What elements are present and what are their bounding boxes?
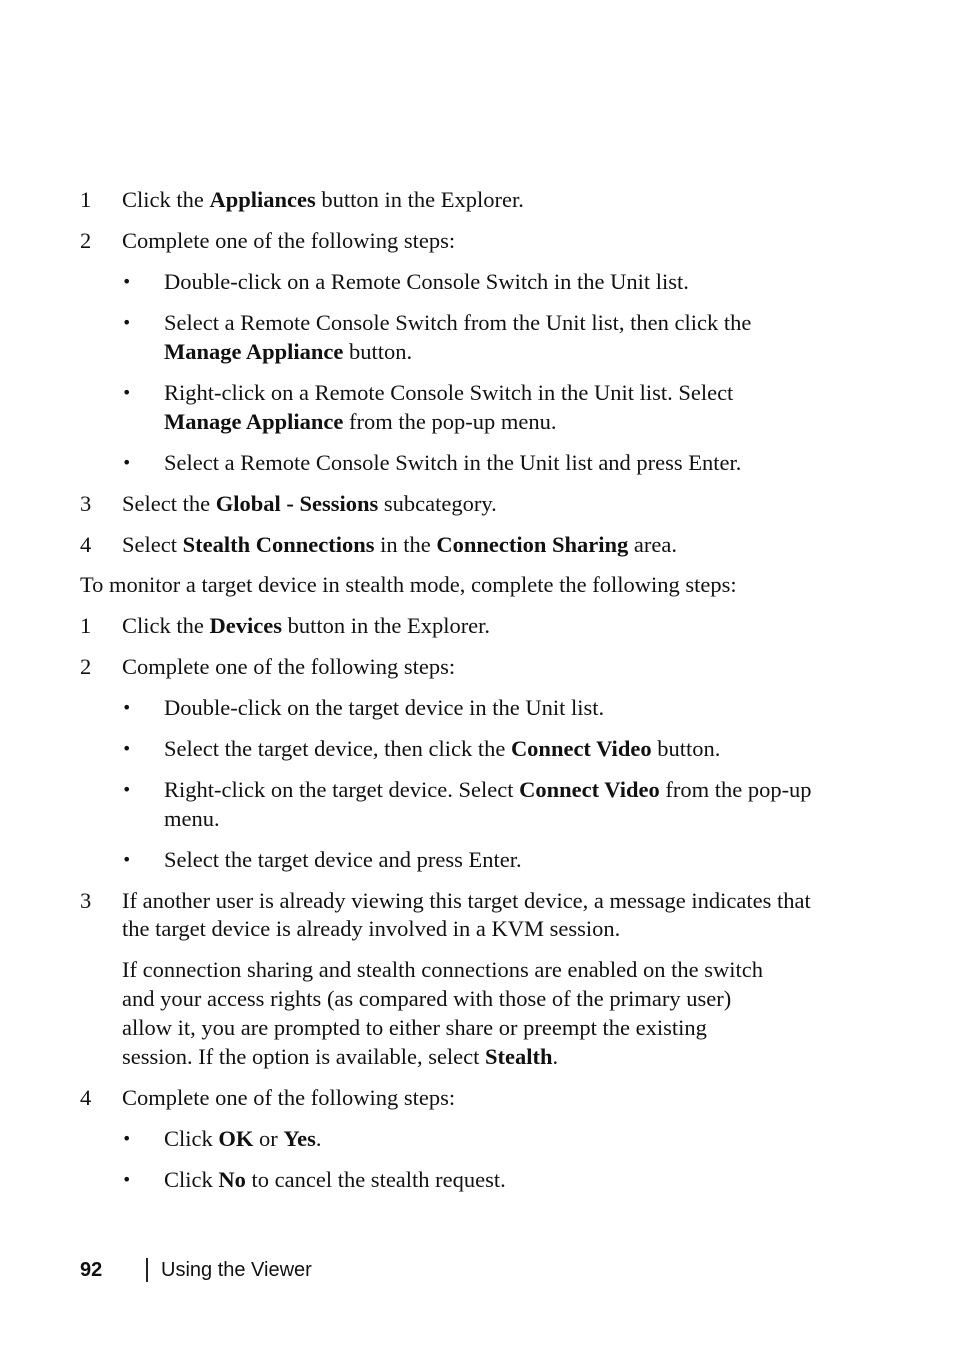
step-text-cont: the target device is already involved in a KVM session. <box>122 916 621 941</box>
ui-term: Manage Appliance <box>164 339 344 364</box>
footer-divider <box>146 1258 148 1282</box>
step-number: 2 <box>80 654 92 679</box>
step-text: Select Stealth Connections in the Connection Sharing area. <box>122 532 677 557</box>
bullet: • <box>122 698 132 717</box>
step-number: 1 <box>80 187 92 212</box>
bullet: • <box>122 850 132 869</box>
step-number: 2 <box>80 228 92 253</box>
ui-term: No <box>218 1167 246 1192</box>
step-text: Select the Global - Sessions subcategory. <box>122 491 497 516</box>
ui-term: Stealth <box>485 1044 553 1069</box>
bullet-text: Click OK or Yes. <box>164 1126 322 1151</box>
step-text: Complete one of the following steps: <box>122 228 456 253</box>
bullet: • <box>122 780 132 799</box>
step-text: If another user is already viewing this target device, a message indicates that <box>122 888 811 913</box>
step-text: Click the Appliances button in the Explorer. <box>122 187 524 212</box>
step-number: 3 <box>80 888 92 913</box>
ui-term: Manage Appliance <box>164 409 344 434</box>
bullet-text-cont: menu. <box>164 806 220 831</box>
bullet-text-cont: Manage Appliance button. <box>164 339 413 364</box>
footer-section-title: Using the Viewer <box>161 1259 312 1281</box>
ui-term: Yes <box>283 1126 316 1151</box>
ui-term: Connect Video <box>510 736 652 761</box>
bullet: • <box>122 313 132 332</box>
ui-term: Stealth Connections <box>182 532 375 557</box>
step-text: Complete one of the following steps: <box>122 1085 456 1110</box>
ui-term: Appliances <box>209 187 316 212</box>
page-number: 92 <box>80 1259 103 1281</box>
bullet-text: Select the target device, then click the Connect Video button. <box>164 736 721 761</box>
note-paragraph-line: and your access rights (as compared with those of the primary user) <box>122 986 732 1011</box>
note-paragraph-line: allow it, you are prompted to either share or preempt the existing <box>122 1015 707 1040</box>
ui-term: Connection Sharing <box>436 532 629 557</box>
bullet-text: Double-click on the target device in the Unit list. <box>164 695 605 720</box>
note-paragraph-line: If connection sharing and stealth connections are enabled on the switch <box>122 957 764 982</box>
step-text: Click the Devices button in the Explorer. <box>122 613 491 638</box>
step-number: 1 <box>80 613 92 638</box>
bullet-text: Select the target device and press Enter. <box>164 847 522 872</box>
bullet-text: Right-click on a Remote Console Switch in the Unit list. Select <box>164 380 734 405</box>
ui-term: OK <box>218 1126 254 1151</box>
bullet: • <box>122 1170 132 1189</box>
step-text: Complete one of the following steps: <box>122 654 456 679</box>
step-number: 4 <box>80 1085 92 1110</box>
bullet-text: Select a Remote Console Switch from the Unit list, then click the <box>164 310 752 335</box>
step-number: 4 <box>80 532 92 557</box>
bullet: • <box>122 383 132 402</box>
bullet: • <box>122 272 132 291</box>
intro-paragraph: To monitor a target device in stealth mode, complete the following steps: <box>80 572 737 597</box>
step-number: 3 <box>80 491 92 516</box>
bullet-text: Right-click on the target device. Select Connect Video from the pop-up <box>164 777 812 802</box>
note-paragraph-line: session. If the option is available, select Stealth. <box>122 1044 559 1069</box>
bullet-text: Double-click on a Remote Console Switch in the Unit list. <box>164 269 689 294</box>
bullet: • <box>122 1129 132 1148</box>
ui-term: Devices <box>209 613 282 638</box>
ui-term: Connect Video <box>519 777 660 802</box>
bullet-text: Select a Remote Console Switch in the Unit list and press Enter. <box>164 450 742 475</box>
bullet: • <box>122 739 132 758</box>
bullet-text-cont: Manage Appliance from the pop-up menu. <box>164 409 557 434</box>
bullet-text: Click No to cancel the stealth request. <box>164 1167 506 1192</box>
bullet: • <box>122 453 132 472</box>
ui-term: Global - Sessions <box>215 491 379 516</box>
